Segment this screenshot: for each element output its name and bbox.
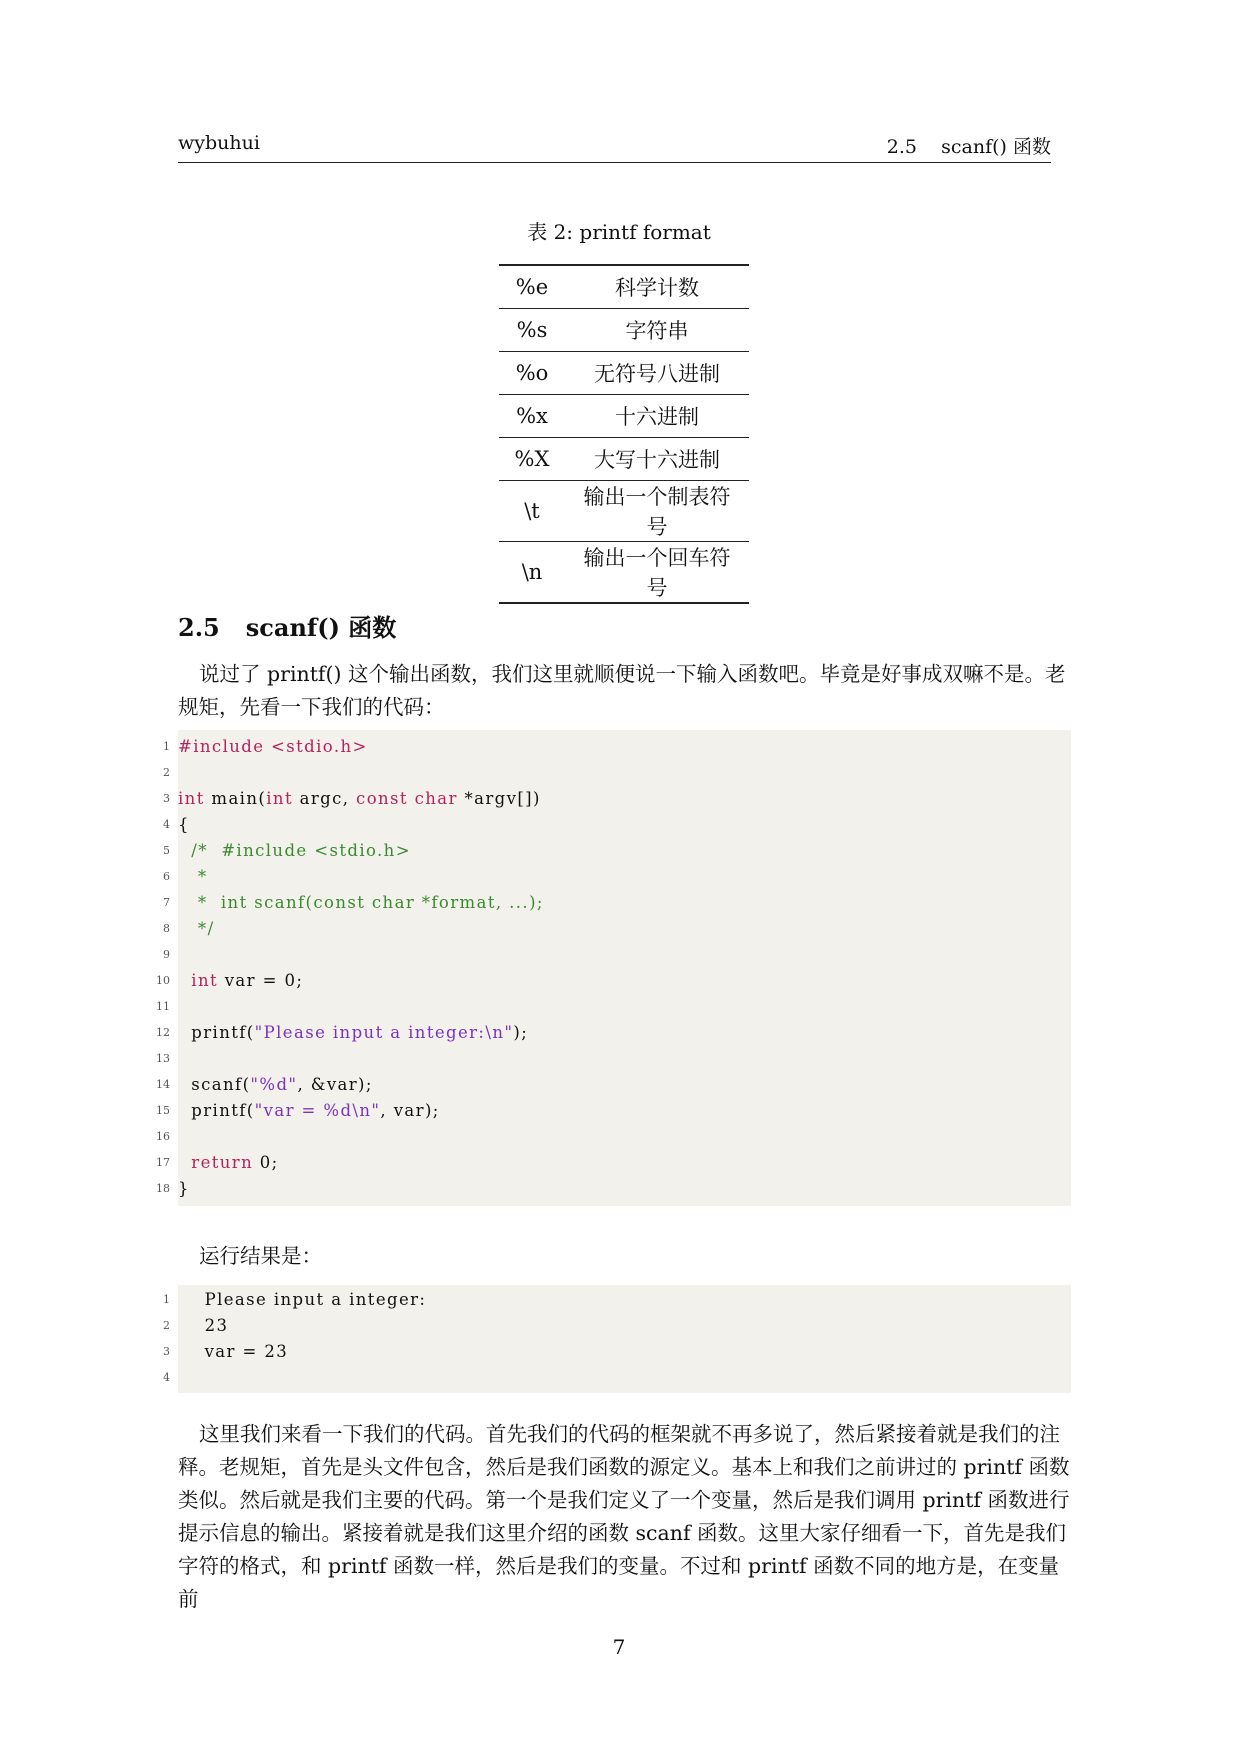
format-desc: 输出一个回车符号: [583, 545, 731, 600]
code-fragment: printf(: [178, 1023, 255, 1042]
table-row: [499, 351, 749, 394]
header-section: 2.5 scanf() 函数: [886, 136, 1051, 158]
code-line: [156, 968, 1071, 994]
line-number: 11: [156, 1000, 170, 1013]
result-label: 运行结果是：: [199, 1244, 322, 1268]
line-number: 16: [156, 1130, 170, 1143]
line-number: 2: [163, 1319, 170, 1332]
format-desc: 十六进制: [615, 404, 699, 429]
code-line: [156, 1176, 1071, 1202]
format-code: %e: [515, 274, 549, 299]
output-text: var = 23: [178, 1342, 289, 1361]
code-text: [178, 786, 541, 812]
line-number: 17: [156, 1156, 170, 1169]
line-number: 3: [163, 1345, 170, 1358]
code-comment: */: [178, 919, 215, 938]
line-number: 9: [163, 948, 170, 961]
format-code: %o: [515, 360, 549, 385]
line-number: 12: [156, 1026, 170, 1039]
code-fragment: 0;: [253, 1153, 279, 1172]
code-fragment: [178, 1153, 191, 1172]
output-line: [163, 1313, 1071, 1339]
line-number: 7: [163, 896, 170, 909]
section-heading: [178, 608, 396, 643]
code-line: [156, 1046, 1071, 1072]
format-code: %X: [514, 446, 550, 471]
code-text: #include <stdio.h>: [178, 737, 368, 756]
line-number: 3: [163, 792, 170, 805]
format-code: %x: [516, 403, 548, 428]
output-listing: [163, 1285, 1071, 1393]
code-text: [178, 968, 303, 994]
table-row: [499, 308, 749, 351]
table-caption: 表 2: printf format: [527, 220, 711, 244]
table-row: [499, 437, 749, 480]
table-row: [499, 265, 749, 308]
code-text: }: [178, 1179, 190, 1198]
table-row: [499, 394, 749, 437]
code-comment: * int scanf(const char *format, ...);: [178, 893, 544, 912]
format-code: %s: [516, 317, 548, 342]
code-listing: [156, 730, 1071, 1206]
output-line: [163, 1339, 1071, 1365]
line-number: 6: [163, 870, 170, 883]
code-line: [163, 942, 1071, 968]
output-text: 23: [178, 1316, 229, 1335]
section-number: 2.5: [178, 613, 220, 642]
line-number: 4: [163, 818, 170, 831]
code-fragment: , &var);: [297, 1075, 373, 1094]
format-desc: 大写十六进制: [594, 447, 720, 472]
code-line: [156, 994, 1071, 1020]
code-text: [178, 1098, 440, 1124]
code-line: [163, 864, 1071, 890]
line-number: 13: [156, 1052, 170, 1065]
keyword: int: [178, 789, 205, 808]
code-fragment: , var);: [380, 1101, 440, 1120]
string-literal: "Please input a integer:\n": [254, 1023, 514, 1042]
string-literal: "%d": [250, 1075, 298, 1094]
code-line: [156, 1150, 1071, 1176]
line-number: 15: [156, 1104, 170, 1117]
line-number: 2: [163, 766, 170, 779]
output-line: [163, 1365, 1071, 1391]
format-desc: 无符号八进制: [594, 361, 720, 386]
section-title: scanf() 函数: [245, 613, 397, 642]
format-code: \t: [524, 498, 540, 523]
output-line: [163, 1287, 1071, 1313]
keyword: int: [266, 789, 293, 808]
string-literal: "var = %d\n": [254, 1101, 381, 1120]
code-line: [163, 760, 1071, 786]
format-desc: 科学计数: [615, 275, 699, 300]
format-desc: 字符串: [625, 318, 689, 343]
code-line: [163, 890, 1071, 916]
code-fragment: var = 0;: [218, 971, 304, 990]
code-line: [163, 786, 1071, 812]
header-author: wybuhui: [178, 132, 260, 154]
body-paragraph: 这里我们来看一下我们的代码。首先我们的代码的框架就不再多说了，然后紧接着就是我们的注释。老规矩，首先是头文件包含，然后是我们函数的源定义。基本上和我们之前讲过的 printf 函数类似。然后就是我们主要的代码。第一个是我们定义了一个变量，然后是我们调用 printf 函数进行提示信息的输出。紧接着就是我们这里介绍的函数 scanf 函数。这里大家仔细看一下，首先是我们字符的格式，和 printf 函数一样，然后是我们的变量。不过和 printf 函数不同的地方是，在变量前: [178, 1422, 1070, 1611]
code-fragment: argc,: [292, 789, 357, 808]
code-text: [178, 1020, 528, 1046]
code-text: {: [178, 815, 190, 834]
page-number: 7: [612, 1635, 626, 1659]
code-line: [163, 916, 1071, 942]
code-line: [156, 1072, 1071, 1098]
keyword: return: [191, 1153, 254, 1172]
line-number: 1: [163, 1293, 170, 1306]
keyword: char: [414, 789, 458, 808]
line-number: 4: [163, 1371, 170, 1384]
intro-paragraph: 说过了 printf() 这个输出函数，我们这里就顺便说一下输入函数吧。毕竟是好事成双嘛不是。老规矩，先看一下我们的代码：: [178, 662, 1066, 719]
line-number: 10: [156, 974, 170, 987]
code-comment: *: [178, 867, 208, 886]
keyword: int: [191, 971, 219, 990]
printf-format-table: [499, 264, 749, 604]
code-fragment: scanf(: [178, 1075, 251, 1094]
line-number: 5: [163, 844, 170, 857]
code-fragment: [408, 789, 415, 808]
code-line: [163, 812, 1071, 838]
running-header: [178, 132, 1051, 163]
keyword: const: [356, 789, 408, 808]
format-code: \n: [521, 559, 543, 584]
code-line: [156, 1124, 1071, 1150]
code-fragment: printf(: [178, 1101, 255, 1120]
output-text: Please input a integer:: [178, 1290, 427, 1309]
line-number: 18: [156, 1182, 170, 1195]
code-fragment: );: [513, 1023, 529, 1042]
code-line: [163, 838, 1071, 864]
code-comment: /* #include <stdio.h>: [178, 841, 411, 860]
code-line: [156, 1098, 1071, 1124]
code-line: [156, 1020, 1071, 1046]
table-row: [499, 541, 749, 603]
code-fragment: main(: [204, 789, 267, 808]
code-fragment: [178, 971, 191, 990]
format-desc: 输出一个制表符号: [583, 484, 731, 539]
code-text: [178, 1072, 373, 1098]
table-row: [499, 480, 749, 541]
line-number: 14: [156, 1078, 170, 1091]
code-text: [178, 1150, 279, 1176]
code-line: [163, 734, 1071, 760]
code-fragment: *argv[]): [457, 789, 541, 808]
line-number: 1: [163, 740, 170, 753]
line-number: 8: [163, 922, 170, 935]
